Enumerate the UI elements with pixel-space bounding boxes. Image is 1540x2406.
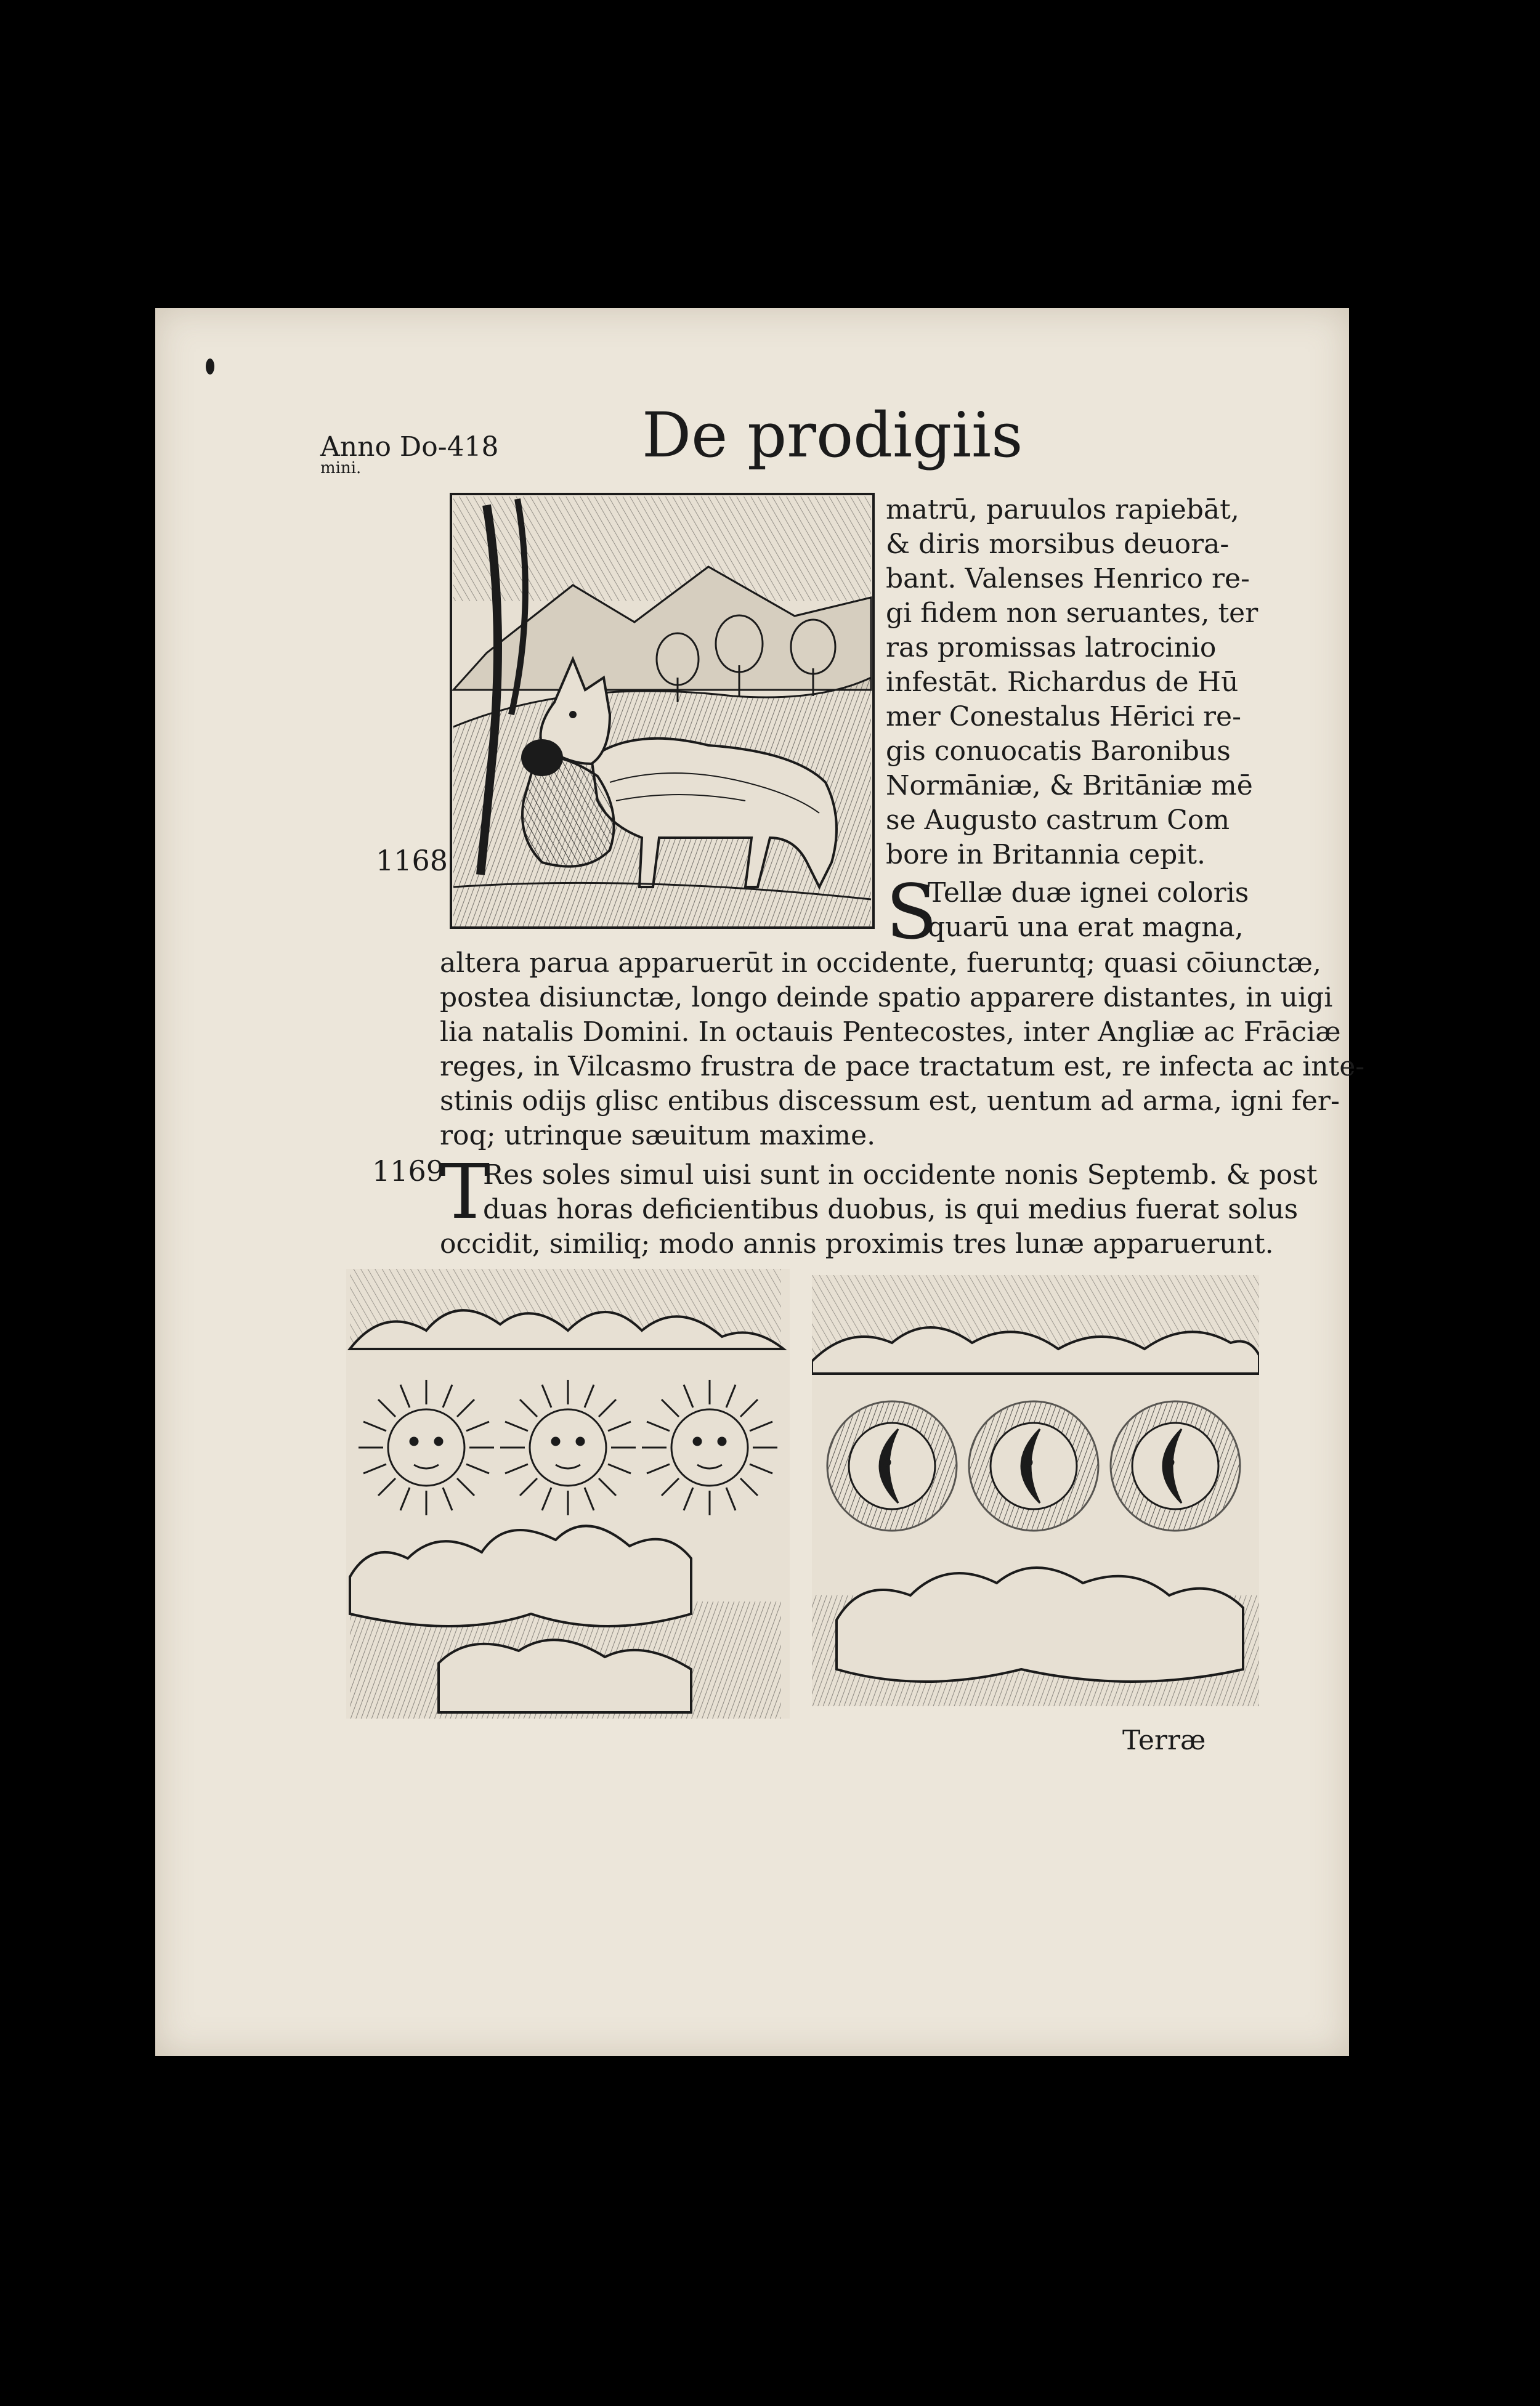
text-line: duas horas deficientibus duobus, is qui medius fuerat solus xyxy=(483,1194,1299,1225)
text-line: bant. Valenses Henrico re- xyxy=(886,563,1250,594)
right-column-text xyxy=(886,493,1258,872)
page-number: 418 xyxy=(447,431,499,463)
text-line: lia natalis Domini. In octauis Pentecostes, inter Angliæ ac Frāciæ xyxy=(440,1016,1341,1048)
text-line: roq; utrinque sæuitum maxime. xyxy=(440,1120,876,1151)
text-line: Tellæ duæ ignei coloris xyxy=(928,877,1249,909)
text-line: Res soles simul uisi sunt in occidente nonis Septemb. & post xyxy=(483,1159,1318,1191)
text-line: altera parua apparuerūt in occidente, fueruntq; quasi cōiunctæ, xyxy=(440,947,1321,979)
text-line: mer Conestalus Hērici re- xyxy=(886,701,1241,732)
text-line: quarū una erat magna, xyxy=(928,912,1244,943)
year-marker-1168: 1168 xyxy=(376,844,448,877)
text-line: stinis odijs glisc entibus discessum est, uentum ad arma, igni fer- xyxy=(440,1085,1340,1117)
text-line: gi fidem non seruantes, ter xyxy=(886,597,1258,629)
three-suns-woodcut-illustration xyxy=(346,1269,790,1719)
ink-mark xyxy=(206,358,214,375)
text-line: bore in Britannia cepit. xyxy=(886,839,1206,870)
text-line: postea disiunctæ, longo deinde spatio apparere distantes, in uigi xyxy=(440,982,1333,1013)
text-line: ras promissas latrocinio xyxy=(886,632,1217,663)
text-line: matrū, paruulos rapiebāt, xyxy=(886,494,1239,525)
text-line: Normāniæ, & Britāniæ mē xyxy=(886,770,1253,801)
text-line: & diris morsibus deuora- xyxy=(886,529,1230,560)
book-page xyxy=(155,308,1365,2056)
text-line: occidit, similiq; modo annis proximis tres lunæ apparuerunt. xyxy=(440,1228,1274,1260)
text-line: reges, in Vilcasmo frustra de pace tractatum est, re infecta ac inte- xyxy=(440,1051,1365,1082)
catchword: Terræ xyxy=(1122,1725,1206,1756)
anno-sub-label: mini. xyxy=(320,459,362,477)
entry-1168-text xyxy=(440,946,1365,1153)
dropcap-t: T xyxy=(440,1148,490,1236)
three-moons-woodcut-illustration xyxy=(812,1275,1259,1706)
dropcap-s: S xyxy=(886,869,938,956)
wolf-woodcut-illustration xyxy=(450,493,875,929)
anno-label: Anno Do- xyxy=(320,431,447,463)
year-marker-1169: 1169 xyxy=(372,1154,445,1188)
text-line: infestāt. Richardus de Hū xyxy=(886,666,1239,698)
running-head-anno xyxy=(320,431,499,477)
page-title: De prodigiis xyxy=(642,399,1023,471)
text-line: gis conuocatis Baronibus xyxy=(886,735,1231,767)
text-line: se Augusto castrum Com xyxy=(886,804,1230,836)
entry-1168-first-lines xyxy=(928,876,1249,945)
entry-1169-text xyxy=(440,1158,1318,1262)
